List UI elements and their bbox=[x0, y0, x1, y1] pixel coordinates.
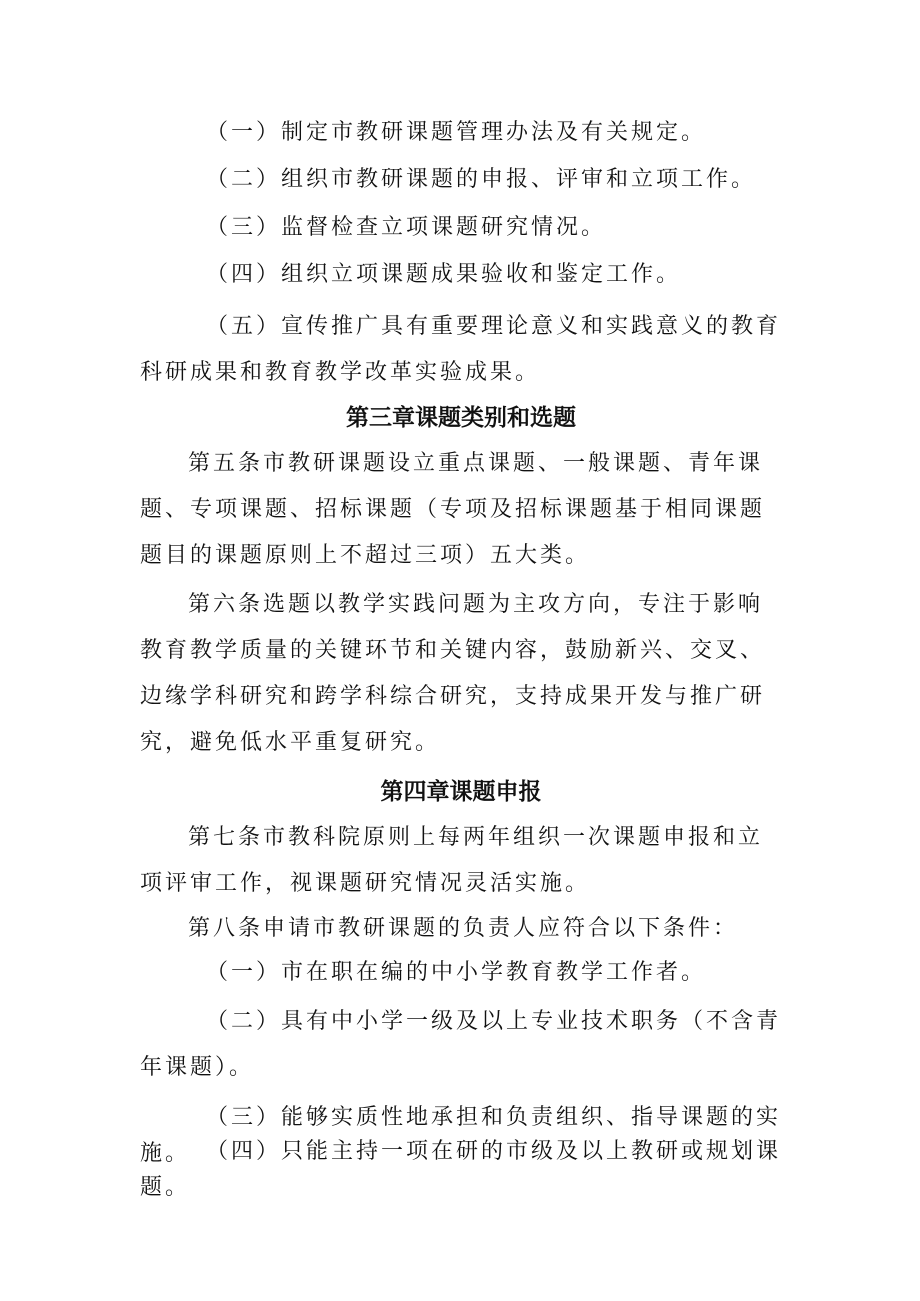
duty-item-3: （三）监督检查立项课题研究情况。 bbox=[206, 215, 607, 240]
condition-1: （一）市在职在编的中小学教育教学工作者。 bbox=[206, 960, 707, 985]
article-6: 第六条选题以教学实践问题为主攻方向，专注于影响教育教学质量的关键环节和关键内容，鼓励新兴、交叉、边缘学科研究和跨学科综合研究，支持成果开发与推广研究，避免低水平重复研究。 bbox=[140, 592, 766, 755]
article-5: 第五条市教研课题设立重点课题、一般课题、青年课题、专项课题、招标课题（专项及招标课题基于相同课题题目的课题原则上不超过三项）五大类。 bbox=[140, 451, 766, 568]
chapter-4-heading: 第四章课题申报 bbox=[380, 779, 542, 805]
condition-4: （四）只能主持一项在研的市级及以上教研或规划课题。 bbox=[140, 1139, 782, 1200]
condition-3: （三）能够实质性地承担和负责组织、指导课题的实施。 bbox=[140, 1105, 782, 1166]
article-8: 第八条申请市教研课题的负责人应符合以下条件： bbox=[188, 916, 739, 941]
duty-item-2: （二）组织市教研课题的申报、评审和立项工作。 bbox=[206, 167, 757, 192]
article-7: 第七条市教科院原则上每两年组织一次课题申报和立项评审工作，视课题研究情况灵活实施。 bbox=[140, 825, 764, 896]
chapter-3-heading: 第三章课题类别和选题 bbox=[346, 405, 576, 431]
duty-item-4: （四）组织立项课题成果验收和鉴定工作。 bbox=[206, 262, 682, 287]
condition-2: （二）具有中小学一级及以上专业技术职务（不含青年课题）。 bbox=[140, 1009, 782, 1080]
duty-item-1: （一）制定市教研课题管理办法及有关规定。 bbox=[206, 120, 707, 145]
duty-item-5: （五）宣传推广具有重要理论意义和实践意义的教育科研成果和教育教学改革实验成果。 bbox=[140, 314, 782, 385]
